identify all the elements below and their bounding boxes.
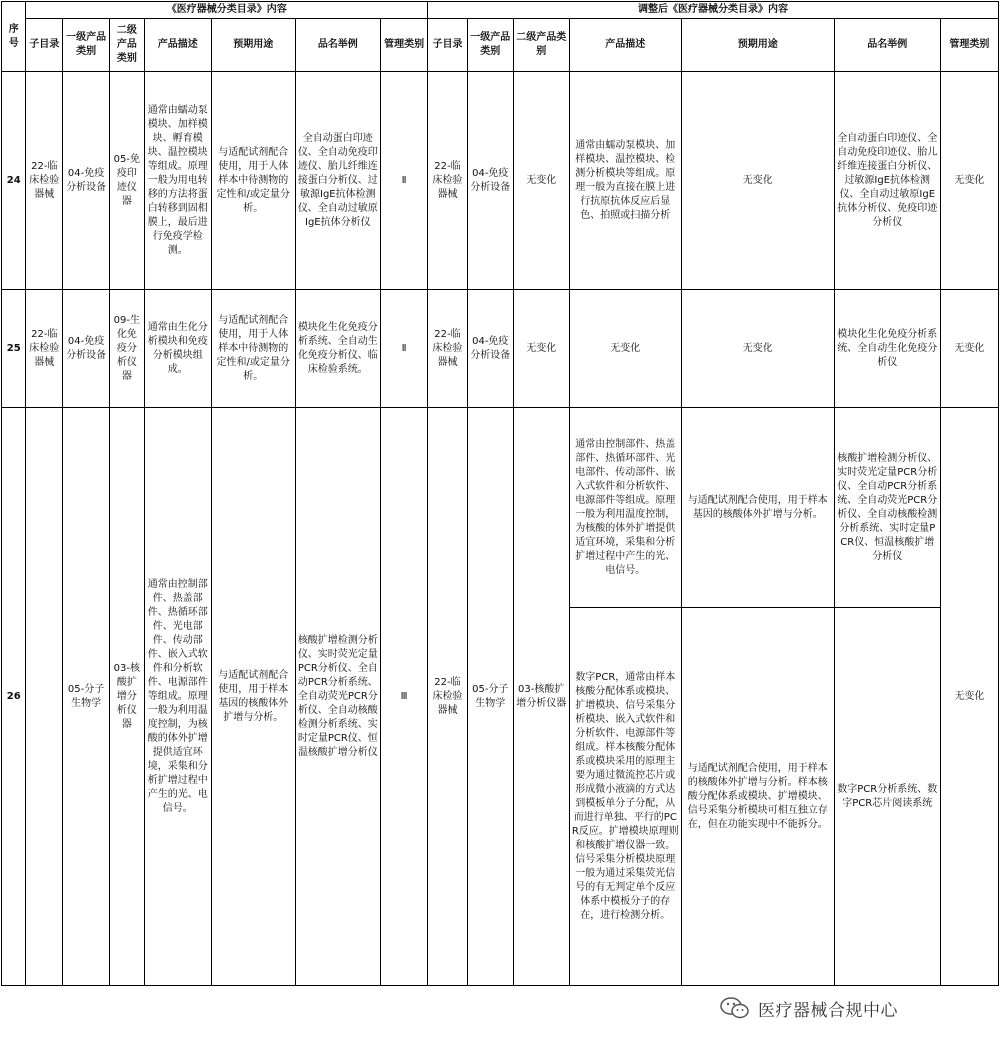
- table-row: [2, 290, 999, 408]
- new-class: 无变化: [940, 408, 998, 986]
- old-sub: [26, 408, 63, 986]
- new-use: 无变化: [681, 72, 834, 290]
- new-names-dpcr: 数字PCR分析系统、数字PCR芯片阅读系统: [834, 608, 940, 986]
- old-use: 与适配试剂配合使用，用于人体样本中待测物的定性和/或定量分析。: [211, 72, 295, 290]
- row-seq: 24: [2, 72, 26, 290]
- table-row: [2, 72, 999, 290]
- old-names: 全自动蛋白印迹仪、全自动免疫印迹仪、胎儿纤维连接蛋白分析仪、过敏源IgE抗体检测仪、全自动过敏原IgE抗体分析仪: [295, 72, 381, 290]
- old-class: Ⅲ: [381, 408, 428, 986]
- col-cat1-header: 一级产品类别: [63, 19, 110, 72]
- header-group-row: [2, 2, 999, 19]
- old-sub: 22-临床检验器械: [26, 290, 63, 408]
- col-use-header: 预期用途: [211, 19, 295, 72]
- new-names: 全自动蛋白印迹仪、全自动免疫印迹仪、胎儿纤维连接蛋白分析仪、过敏源IgE抗体检测仪、全自动过敏原IgE抗体分析仪、免疫印迹分析仪: [834, 72, 940, 290]
- old-class: Ⅱ: [381, 72, 428, 290]
- old-names: 核酸扩增检测分析仪、实时荧光定量PCR分析仪、全自动PCR分析系统、全自动荧光PCR分析仪、全自动核酸检测分析系统、实时定量PCR仪、恒温核酸扩增分析仪: [295, 408, 381, 986]
- col-cat2-header: 二级产品类别: [110, 19, 145, 72]
- new-class: 无变化: [940, 72, 998, 290]
- old-cat2: 03-核酸扩增分析仪器: [110, 408, 145, 986]
- col-use-header-adj: 预期用途: [681, 19, 834, 72]
- new-names-pcr: 核酸扩增检测分析仪、实时荧光定量PCR分析仪、全自动PCR分析系统、全自动荧光PCR分析仪、全自动核酸检测分析系统、实时定量PCR仪、恒温核酸扩增分析仪: [834, 408, 940, 608]
- old-desc: 通常由生化分析模块和免疫分析模块组成。: [144, 290, 211, 408]
- col-desc-header-adj: 产品描述: [569, 19, 681, 72]
- group-header-original: 《医疗器械分类目录》内容: [26, 2, 428, 19]
- old-use: 与适配试剂配合使用，用于人体样本中待测物的定性和/或定量分析。: [211, 290, 295, 408]
- col-seq-header: 序号: [2, 2, 26, 72]
- new-sub: 22-临床检验器械: [428, 290, 468, 408]
- old-cat2: 09-生化免疫分析仪器: [110, 290, 145, 408]
- watermark: [720, 994, 898, 1022]
- new-cat1: 04-免疫分析设备: [467, 72, 513, 290]
- new-use: 无变化: [681, 290, 834, 408]
- new-sub: 22-临床检验器械: [428, 408, 468, 986]
- col-class-header-adj: 管理类别: [940, 19, 998, 72]
- new-desc: 通常由蠕动泵模块、加样模块、温控模块、检测分析模块等组成。原理一般为直接在膜上进行抗原抗体反应后显色、拍照或扫描分析: [569, 72, 681, 290]
- col-cat2-header-adj: 二级产品类别: [513, 19, 569, 72]
- new-desc: 无变化: [569, 290, 681, 408]
- wechat-icon: [720, 997, 750, 1019]
- watermark-text: 医疗器械合规中心: [758, 1000, 898, 1021]
- old-class: Ⅱ: [381, 290, 428, 408]
- old-sub: 22-临床检验器械: [26, 72, 63, 290]
- new-desc-pcr: 通常由控制部件、热盖部件、热循环部件、光电部件、传动部件、嵌入式软件和分析软件、电源部件等组成。原理一般为利用温度控制，为核酸的体外扩增提供适宜环境，采集和分析扩增过程中产生的光、电信号。: [569, 408, 681, 608]
- table-row: [2, 408, 999, 608]
- old-desc: 通常由蠕动泵模块、加样模块、孵育模块、温控模块等组成。原理一般为用电转移的方法将蛋白转移到固相膜上，最后进行免疫学检测。: [144, 72, 211, 290]
- new-cat1: 05-分子生物学: [467, 408, 513, 986]
- col-names-header-adj: 品名举例: [834, 19, 940, 72]
- new-class: 无变化: [940, 290, 998, 408]
- old-use: 与适配试剂配合使用，用于样本基因的核酸体外扩增与分析。: [211, 408, 295, 986]
- new-desc-dpcr: 数字PCR，通常由样本核酸分配体系或模块、扩增模块、信号采集分析模块、嵌入式软件和分析软件、电源部件等组成。样本核酸分配体系或模块采用的原理主要为通过微流控芯片或形成微小液滴的方式达到模板单分子分配，从而进行单独、平行的PCR反应。扩增模块原理则和核酸扩增仪器一致。信号采集分析模块原理一般为通过采集荧光信号的有无判定单个反应体系中模板分子的存在，进行检测分析。: [569, 608, 681, 986]
- header-row: [2, 19, 999, 72]
- new-sub: 22-临床检验器械: [428, 72, 468, 290]
- new-cat2: 无变化: [513, 72, 569, 290]
- old-cat2: 05-免疫印迹仪器: [110, 72, 145, 290]
- col-class-header: 管理类别: [381, 19, 428, 72]
- col-cat1-header-adj: 一级产品类别: [467, 19, 513, 72]
- old-names: 模块化生化免疫分析系统、全自动生化免疫分析仪、临床检验系统。: [295, 290, 381, 408]
- old-cat1: 04-免疫分析设备: [63, 290, 110, 408]
- old-cat1: 04-免疫分析设备: [63, 72, 110, 290]
- row-seq: 26: [2, 408, 26, 986]
- old-desc: 通常由控制部件、热盖部件、热循环部件、光电部件、传动部件、嵌入式软件和分析软件、电源部件等组成。原理一般为利用温度控制，为核酸的体外扩增提供适宜环境，采集和分析扩增过程中产生的光、电信号。: [144, 408, 211, 986]
- group-header-adjusted: 调整后《医疗器械分类目录》内容: [428, 2, 999, 19]
- new-use-dpcr: 与适配试剂配合使用，用于样本的核酸体外扩增与分析。样本核酸分配体系或模块、扩增模块、信号采集分析模块可相互独立存在，但在功能实现中不能拆分。: [681, 608, 834, 986]
- old-cat1: 05-分子生物学: [63, 408, 110, 986]
- new-names: 模块化生化免疫分析系统、全自动生化免疫分析仪: [834, 290, 940, 408]
- col-sub-header-adj: 子目录: [428, 19, 468, 72]
- col-desc-header: 产品描述: [144, 19, 211, 72]
- row-seq: 25: [2, 290, 26, 408]
- new-cat2: 无变化: [513, 290, 569, 408]
- new-cat2: 03-核酸扩增分析仪器: [513, 408, 569, 986]
- new-cat1: 04-免疫分析设备: [467, 290, 513, 408]
- classification-table: [1, 1, 999, 986]
- col-names-header: 品名举例: [295, 19, 381, 72]
- new-use-pcr: 与适配试剂配合使用，用于样本基因的核酸体外扩增与分析。: [681, 408, 834, 608]
- col-sub-header: 子目录: [26, 19, 63, 72]
